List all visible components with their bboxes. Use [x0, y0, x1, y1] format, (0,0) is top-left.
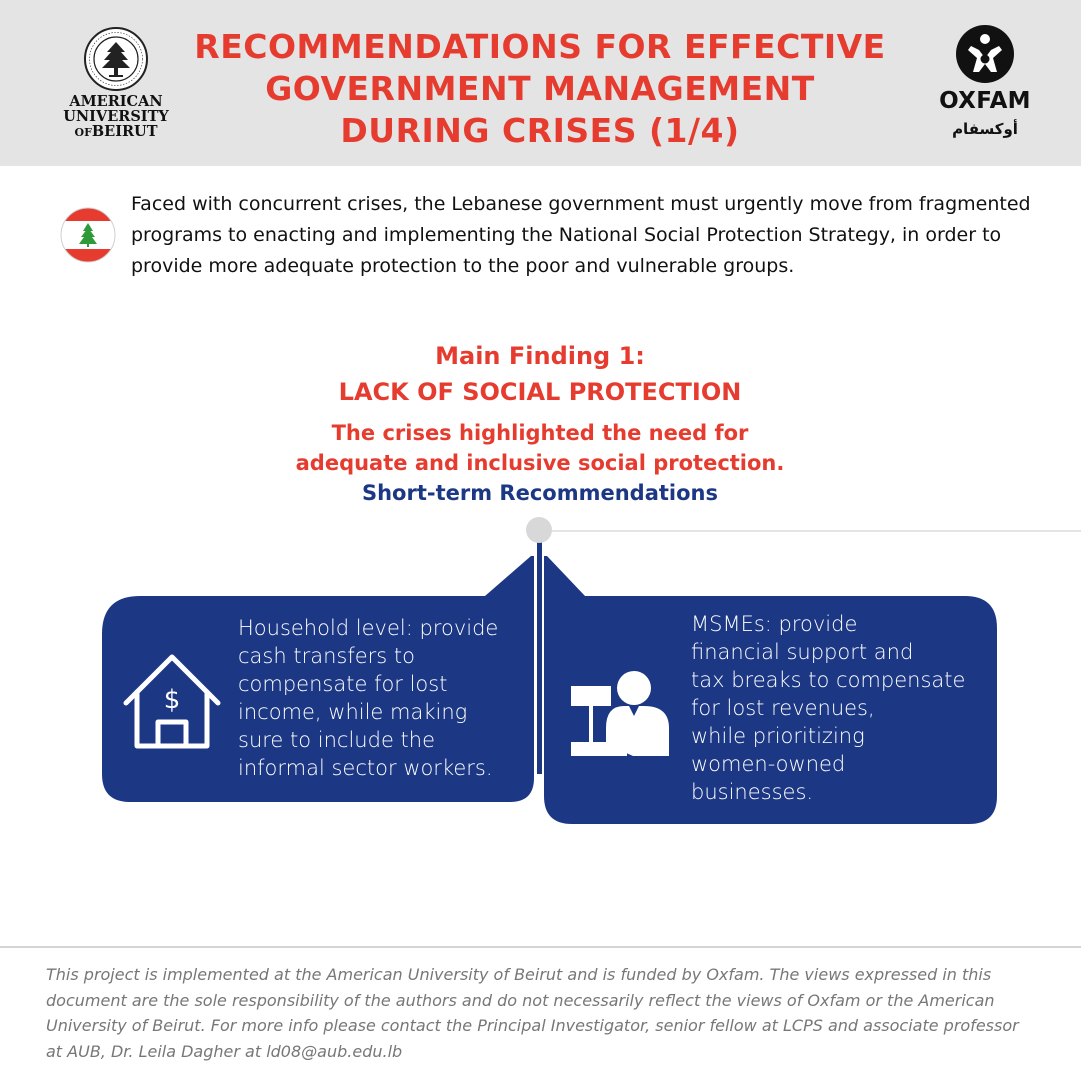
intro-paragraph: Faced with concurrent crises, the Lebanese government must urgently move from fragmented programs to enacting and implementing the National Social Protection Strategy, in order to provide more adequate protection to the poor and vulnerable groups.	[131, 193, 1031, 277]
page-title: RECOMMENDATIONS FOR EFFECTIVE GOVERNMENT MANAGEMENT DURING CRISES (1/4)	[194, 27, 886, 150]
finding-label: Main Finding 1:	[435, 342, 645, 370]
footer-disclaimer: This project is implemented at the American University of Beirut and is funded by Oxfam. The views expressed in this document are the sole responsibility of the authors and do not necessarily reflect the views of Oxfam or the American University of Beirut. For more info please contact the Principal Investigator, senior fellow at LCPS and associate professor at AUB, Dr. Leila Dagher at ld08@aub.edu.lb	[46, 965, 1019, 1061]
house-dollar-sign: $	[163, 685, 181, 715]
card-msme-text: MSMEs: provide financial support and tax breaks to compensate for lost revenues, while prioritizing women-owned businesses.	[691, 612, 966, 804]
footer-divider	[0, 946, 1081, 948]
aub-wordmark: AMERICAN UNIVERSITY OFBEIRUT	[63, 93, 169, 140]
short-term-heading: Short-term Recommendations	[361, 481, 718, 505]
finding-subtitle-line-1: The crises highlighted the need for	[331, 421, 749, 445]
oxfam-wordmark: OXFAM	[939, 88, 1031, 114]
oxfam-arabic-wordmark: أوكسفام	[952, 120, 1018, 138]
card-household-text: Household level: provide cash transfers to compensate for lost income, while making sure to include the informal sector workers.	[238, 616, 499, 780]
finding-subtitle-line-2: adequate and inclusive social protection.	[295, 451, 785, 475]
timeline-node	[526, 517, 552, 543]
finding-title: LACK OF SOCIAL PROTECTION	[338, 378, 742, 406]
timeline-stem	[537, 542, 542, 774]
